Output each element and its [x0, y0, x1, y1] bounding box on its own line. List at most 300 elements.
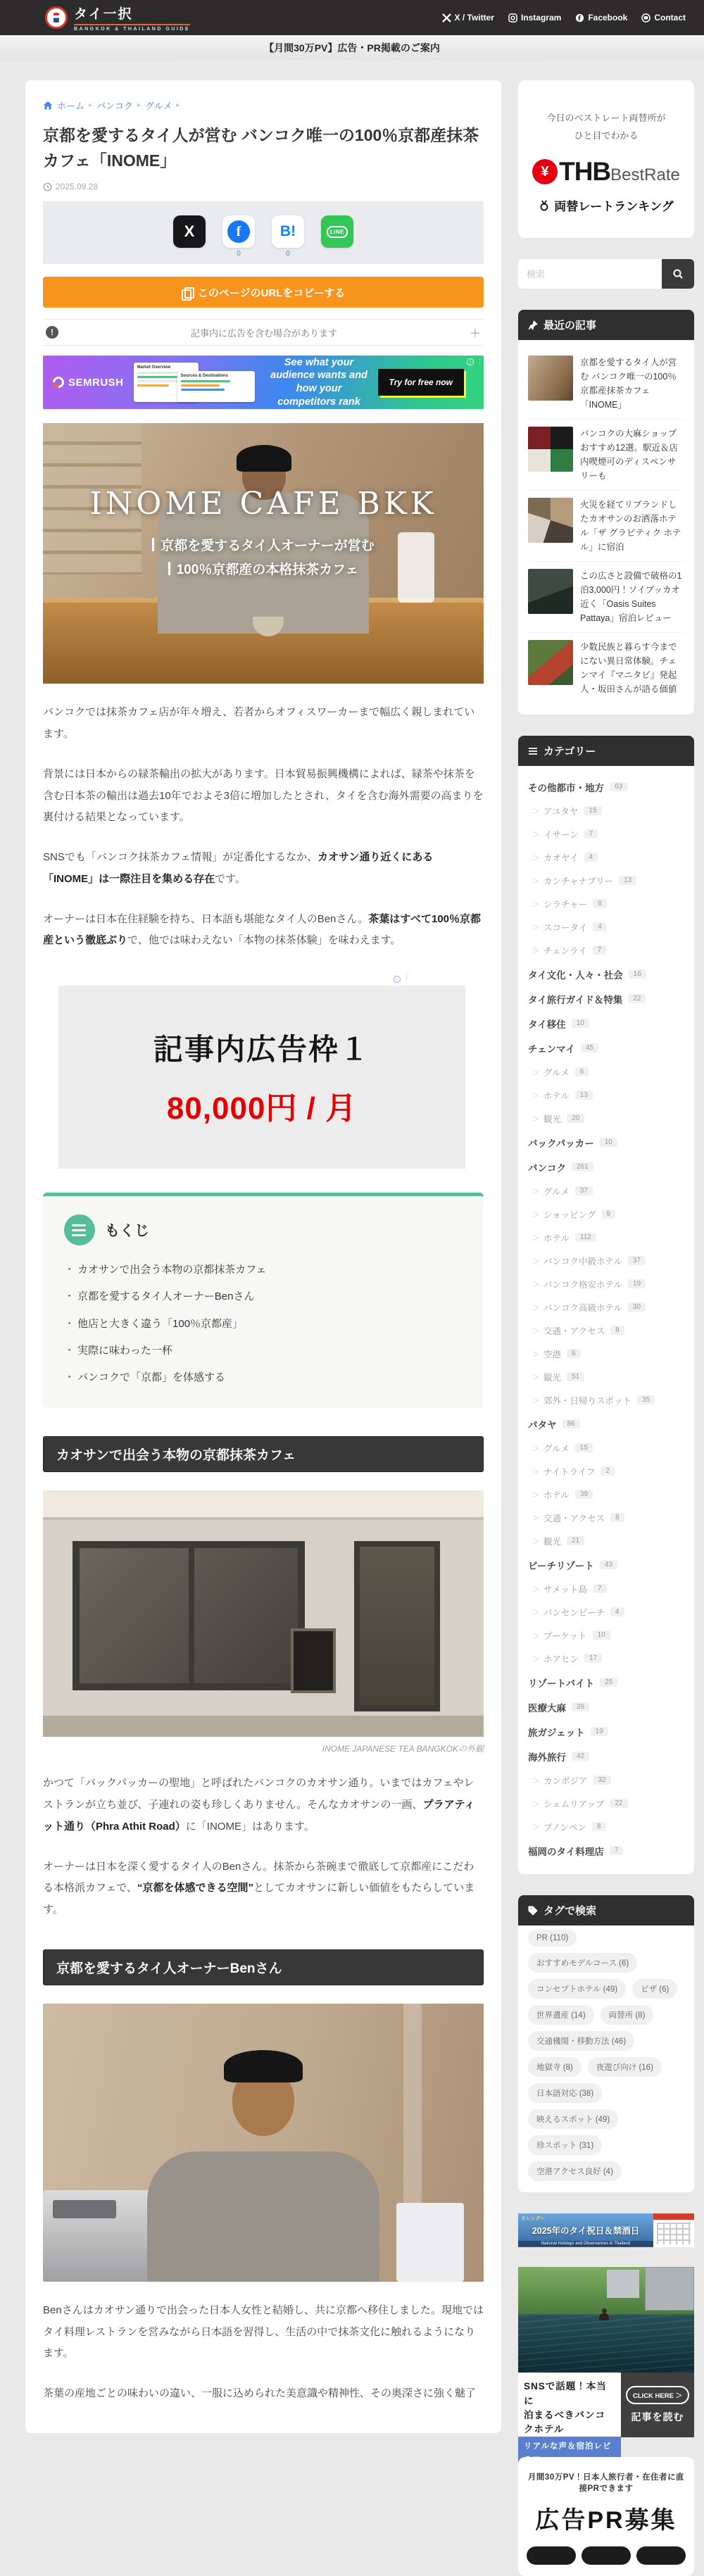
category-item[interactable]	[528, 1815, 684, 1838]
chevron-right-icon: ＞	[532, 1188, 539, 1197]
pr-recruit-widget[interactable]	[518, 2457, 694, 2576]
category-label: ホテル	[543, 1490, 570, 1500]
hotel-article-ad[interactable]	[518, 2267, 694, 2451]
tag-pill[interactable]: 地獄寺 (8)	[528, 2057, 582, 2077]
category-label: ビーチリゾート	[528, 1560, 594, 1571]
widget-title: カテゴリー	[543, 746, 596, 758]
chevron-right-icon: ＞	[532, 1212, 539, 1220]
copy-icon	[182, 287, 192, 298]
semrush-banner-ad[interactable]	[43, 356, 484, 409]
category-item[interactable]	[528, 1342, 684, 1365]
x-icon: X	[173, 215, 206, 248]
category-item[interactable]	[528, 892, 684, 915]
clock-icon	[43, 182, 52, 191]
ad-slot-title: 記事内広告枠１	[153, 1033, 370, 1067]
chevron-right-icon: ＞	[532, 1515, 539, 1523]
chevron-right-icon: ＞	[532, 1824, 539, 1833]
category-label: 観光	[543, 1536, 562, 1547]
ad-options-icon[interactable]	[477, 361, 479, 363]
category-item[interactable]	[528, 1412, 684, 1436]
category-label: バンコク格安ホテル	[543, 1279, 622, 1290]
category-label: タイ文化・人々・社会	[528, 969, 623, 981]
category-label: カンボジア	[543, 1776, 588, 1786]
pr-cta-button[interactable]	[527, 2546, 576, 2565]
category-count-badge: 37	[628, 1256, 646, 1265]
pr-cta-button[interactable]	[582, 2546, 631, 2565]
hotel-ad-bar: リアルな声＆宿泊レビ	[518, 2437, 621, 2466]
recent-post-item[interactable]	[528, 632, 684, 703]
category-item[interactable]	[528, 1600, 684, 1623]
category-item[interactable]	[528, 1226, 684, 1249]
chevron-right-icon: ＞	[532, 1116, 539, 1124]
category-item[interactable]	[528, 962, 684, 986]
category-count-badge: 21	[567, 1536, 584, 1545]
category-count-badge: 261	[572, 1162, 593, 1171]
category-label: グルメ	[543, 1067, 570, 1078]
share-line-button[interactable]	[320, 215, 354, 260]
thb-ranking-label: 両替レートランキング	[554, 200, 674, 214]
thb-lead-1: 今日のベストレート両替所が	[546, 113, 666, 123]
category-label: サメット島	[543, 1584, 588, 1595]
toc-list	[64, 1257, 463, 1391]
category-item[interactable]	[528, 1768, 684, 1792]
toc-item[interactable]: ・ バンコクで「京都」を体感する	[64, 1364, 463, 1391]
category-item[interactable]	[528, 1388, 684, 1412]
paragraph: 茶葉の産地ごとの味わいの違い、一服に込められた美意識や精神性、その奥深さに強く魅了	[43, 2387, 477, 2400]
category-item[interactable]	[528, 1179, 684, 1202]
ad-info-icon[interactable]	[467, 358, 474, 365]
pr-notice-bar[interactable]: 【月間30万PV】広告・PR掲載のご案内	[0, 35, 704, 61]
hero-title: INOME CAFE BKK	[89, 486, 437, 522]
chevron-right-icon: ＞	[532, 1538, 539, 1547]
category-item[interactable]	[528, 1011, 684, 1036]
article-card	[25, 80, 501, 2433]
chevron-right-icon: ＞	[532, 1328, 539, 1336]
tag-pill[interactable]: ビザ (6)	[632, 1979, 677, 1999]
owner-figure	[43, 2004, 484, 2282]
ad-headline: See what your audience wants and how your competitors rank	[270, 356, 367, 408]
breadcrumb-gourmet[interactable]: グルメ	[145, 101, 172, 111]
chevron-right-icon: ＞	[532, 1778, 539, 1786]
section-heading: カオサンで出会う本物の京都抹茶カフェ	[43, 1436, 484, 1472]
tag-pill[interactable]: 夜遊び向け (16)	[588, 2057, 662, 2077]
category-count-badge: 13	[619, 876, 636, 885]
chevron-right-icon: ＞	[532, 1397, 539, 1406]
category-count-badge: 10	[593, 1631, 610, 1640]
pr-title: 広告PR募集	[535, 2507, 677, 2534]
table-of-contents	[43, 1193, 484, 1408]
calendar-image	[653, 2213, 694, 2247]
category-count-badge: 4	[593, 922, 607, 931]
category-count-badge: 8	[592, 1822, 606, 1831]
hero-subtitle-2: 100％京都産の本格抹茶カフェ	[168, 558, 359, 582]
chevron-right-icon: ＞	[532, 1351, 539, 1359]
category-label: バンセンビーチ	[543, 1607, 605, 1618]
category-count-badge: 7	[593, 1584, 607, 1593]
category-count-badge: 32	[593, 1776, 611, 1785]
search-button[interactable]	[662, 259, 694, 289]
categories-widget	[518, 736, 694, 1874]
chevron-right-icon: ＞	[532, 1609, 539, 1618]
category-list	[518, 766, 694, 1874]
toc-item[interactable]: ・ カオサンで出会う本物の京都抹茶カフェ	[64, 1257, 463, 1283]
header-nav	[442, 13, 686, 23]
category-item[interactable]	[528, 1695, 684, 1719]
category-label: アユタヤ	[543, 806, 579, 817]
toc-item[interactable]: ・ 京都を愛するタイ人オーナーBenさん	[64, 1283, 463, 1310]
calendar-ad-title: 2025年のタイ祝日＆禁酒日	[532, 2226, 640, 2237]
category-count-badge: 20	[567, 1114, 584, 1123]
paragraph: Benさんはカオサン通りで出会った日本人女性と結婚し、共に京都へ移住しました。現地ではタイ料理レストランを営みながら日本語を習得し、生活の中で抹茶文化に触れるようになります。	[43, 2304, 484, 2360]
hero-subtitle-1: 京都を愛するタイ人オーナーが営む	[152, 534, 375, 558]
category-item[interactable]	[528, 1529, 684, 1552]
category-label: バンコク中級ホテル	[543, 1256, 622, 1267]
recent-posts-list	[518, 340, 694, 715]
category-item[interactable]	[528, 1083, 684, 1107]
ad-slot-price: 80,000円 / 月	[166, 1091, 358, 1126]
thb-bestrate-widget[interactable]	[518, 80, 694, 238]
category-item[interactable]	[528, 1623, 684, 1647]
nav-link-twitter[interactable]: X / Twitter	[442, 13, 494, 23]
tag-pill[interactable]: 珍スポット (31)	[528, 2135, 602, 2155]
site-logo[interactable]	[45, 4, 190, 32]
semrush-flame-icon	[51, 375, 67, 391]
category-item[interactable]	[528, 1295, 684, 1319]
ad-disclosure[interactable]: ! 記事内に広告を含む場合があります ＋	[43, 319, 484, 346]
category-label: グルメ	[543, 1186, 570, 1197]
category-label: チェンマイ	[528, 1043, 575, 1055]
paragraph: オーナーは日本在住経験を持ち、日本語も堪能なタイ人のBenさん。茶葉はすべて100％京都産という徹底ぶりで、他では味わえない「本物の抹茶体験」を味わえます。	[43, 912, 482, 947]
category-label: 空港	[543, 1349, 562, 1359]
chevron-right-icon: ＞	[532, 1801, 539, 1809]
home-icon	[43, 101, 53, 111]
post-title: 火災を経てリブランドしたカオサンのお洒落ホテル「ザ グラビティク ホテル」に宿泊	[580, 500, 681, 553]
line-icon: LINE	[321, 215, 353, 248]
category-count-badge: 9	[602, 1210, 616, 1219]
category-item[interactable]	[528, 915, 684, 938]
category-item[interactable]	[528, 1130, 684, 1155]
ad-options-icon[interactable]	[403, 976, 406, 983]
category-count-badge: 43	[600, 1560, 617, 1569]
category-label: シェムリアップ	[543, 1799, 605, 1809]
hotel-ad-cta[interactable]: CLICK HERE ＞ 記事を読む	[621, 2373, 694, 2437]
holiday-calendar-ad[interactable]	[518, 2213, 694, 2247]
copy-url-button[interactable]: このページのURLをコピーする	[43, 277, 484, 308]
chevron-right-icon: ＞	[532, 1445, 539, 1454]
facebook-icon: f	[222, 215, 255, 248]
category-count-badge: 22	[610, 1799, 627, 1808]
category-label: ホアヒン	[543, 1654, 579, 1664]
category-count-badge: 19	[628, 1279, 646, 1288]
category-label: 旅ガジェット	[528, 1727, 585, 1738]
category-item[interactable]	[528, 938, 684, 962]
category-count-badge: 17	[584, 1654, 602, 1663]
category-label: 交通・アクセス	[543, 1326, 605, 1336]
ad-cta-button[interactable]: Try for free now	[378, 369, 464, 396]
category-item[interactable]	[528, 1107, 684, 1130]
category-item[interactable]	[528, 1577, 684, 1600]
category-count-badge: 4	[584, 853, 598, 862]
chevron-right-icon: ▸	[137, 101, 142, 109]
category-count-badge: 30	[628, 1302, 646, 1312]
tag-cloud	[518, 1925, 694, 2192]
pr-cta-pills	[527, 2546, 686, 2565]
paragraph: オーナーは日本を深く愛するタイ人のBenさん。抹茶から茶碗まで徹底して京都産にこだわる本格派カフェで、“京都を体感できる空間”としてカオサンに新しい価値をもたらしています。	[43, 1860, 475, 1916]
post-thumbnail	[528, 427, 573, 472]
category-label: プノンペン	[543, 1822, 587, 1833]
chevron-right-icon: ＞	[532, 831, 539, 840]
post-thumbnail	[528, 498, 573, 543]
category-item[interactable]	[528, 1792, 684, 1815]
hero-image	[43, 423, 484, 684]
site-logo-icon	[45, 6, 68, 29]
tag-pill[interactable]: コンセプトホテル (49)	[528, 1979, 626, 1999]
category-label: 観光	[543, 1114, 562, 1124]
chevron-right-icon: ＞	[532, 1305, 539, 1313]
category-label: バンコク	[528, 1162, 566, 1174]
storefront-figure	[43, 1490, 484, 1754]
category-label: 福岡のタイ料理店	[528, 1846, 604, 1857]
category-count-badge: 10	[572, 1019, 589, 1028]
category-count-badge: 6	[575, 1067, 589, 1076]
chevron-right-icon: ＞	[532, 1258, 539, 1267]
category-item[interactable]	[528, 1249, 684, 1272]
category-item[interactable]	[528, 799, 684, 822]
chevron-right-icon: ＞	[532, 1093, 539, 1101]
pr-cta-button[interactable]	[636, 2546, 686, 2565]
category-label: シラチャー	[543, 899, 588, 910]
exclamation-icon	[46, 326, 58, 339]
category-item[interactable]	[528, 1436, 684, 1459]
semrush-logo: SEMRUSH	[43, 377, 134, 389]
category-item[interactable]	[528, 1060, 684, 1083]
tag-pill[interactable]: PR (110)	[528, 1930, 577, 1947]
category-label: 海外旅行	[528, 1752, 566, 1763]
thb-lead-2: ひと目でわかる	[574, 130, 639, 141]
recent-post-item[interactable]	[528, 348, 684, 419]
chevron-right-icon: ＞	[532, 1492, 539, 1500]
category-label: その他都市・地方	[528, 782, 604, 793]
category-label: 観光	[543, 1372, 562, 1383]
category-item[interactable]	[528, 1155, 684, 1179]
chevron-right-icon: ＞	[532, 1235, 539, 1243]
category-label: ホテル	[543, 1233, 570, 1243]
category-label: プーケット	[543, 1631, 587, 1641]
site-tagline: BANGKOK & THAILAND GUIDE	[74, 27, 190, 32]
category-count-badge: 7	[593, 945, 607, 955]
category-item[interactable]	[528, 1552, 684, 1577]
category-count-badge: 63	[610, 782, 627, 791]
category-item[interactable]	[528, 1719, 684, 1744]
category-item[interactable]	[528, 1365, 684, 1388]
category-label: グルメ	[543, 1443, 570, 1454]
category-item[interactable]	[528, 846, 684, 869]
category-item[interactable]	[528, 869, 684, 892]
category-label: バンコク高級ホテル	[543, 1302, 622, 1313]
category-item[interactable]	[528, 1506, 684, 1529]
search-input[interactable]	[518, 259, 662, 289]
tag-pill[interactable]: 空港アクセス良好 (4)	[528, 2161, 622, 2181]
owner-portrait-image	[43, 2004, 484, 2282]
category-count-badge: 13	[575, 1091, 593, 1100]
paragraph: 背景には日本からの緑茶輸出の拡大があります。日本貿易振興機構によれば、緑茶や抹茶を含む日本茶の輸出は過去10年でおよそ3倍に増加したとされ、タイを含む海外需要の高まりを裏付ける結果となっています。	[43, 767, 484, 824]
category-count-badge: 86	[562, 1419, 580, 1428]
category-label: カオヤイ	[543, 853, 579, 863]
widget-title: タグで検索	[543, 1905, 597, 1918]
in-article-ad	[43, 976, 484, 1169]
recent-post-item[interactable]	[528, 419, 684, 490]
category-item[interactable]	[528, 1272, 684, 1295]
post-title: この広さと設備で破格の1泊3,000円！ソイブッカオ近く「Oasis Suites Pattaya」宿泊レビュー	[580, 571, 682, 624]
tags-widget	[518, 1895, 694, 2192]
category-item[interactable]	[528, 1036, 684, 1060]
category-list-icon	[528, 746, 538, 756]
search-icon	[672, 268, 684, 279]
category-item[interactable]	[528, 986, 684, 1011]
breadcrumb-bangkok[interactable]: バンコク	[96, 101, 134, 111]
category-item[interactable]	[528, 1319, 684, 1342]
contact-icon	[641, 13, 650, 23]
category-label: カンチャナブリー	[543, 876, 614, 886]
category-count-badge: 35	[637, 1395, 655, 1405]
category-count-badge: 8	[593, 899, 607, 908]
facebook-icon	[575, 13, 584, 23]
category-item[interactable]	[528, 1202, 684, 1226]
tag-pill[interactable]: 日本語対応 (38)	[528, 2083, 602, 2103]
category-item[interactable]	[528, 1670, 684, 1695]
category-label: 医療大麻	[528, 1702, 566, 1714]
category-count-badge: 22	[628, 994, 646, 1003]
post-title: 少数民族と暮らす今までにない異日常体験。チェンマイ『マニタビ』発起人・坂田さんが語る価値	[580, 642, 677, 695]
paragraph: バンコクでは抹茶カフェ店が年々増え、若者からオフィスワーカーまで幅広く親しまれています。	[43, 706, 475, 741]
chevron-right-icon: ＞	[532, 948, 539, 956]
image-caption: INOME JAPANESE TEA BANGKOKの外観	[322, 1744, 484, 1754]
search-bar	[518, 259, 694, 289]
ad-slot-placeholder[interactable]	[58, 986, 465, 1169]
thb-logo: ¥ THB BestRate	[529, 157, 683, 187]
chevron-right-icon: ＞	[532, 1374, 539, 1383]
category-count-badge: 26	[572, 1702, 589, 1711]
category-label: タイ旅行ガイド＆特集	[528, 994, 623, 1005]
site-name: タイ一択	[74, 4, 190, 25]
tag-pill[interactable]: 両替所 (8)	[601, 2005, 654, 2025]
category-count-badge: 45	[581, 1043, 598, 1053]
category-count-badge: 8	[610, 1326, 624, 1335]
nav-link-contact[interactable]: Contact	[641, 13, 686, 23]
x-twitter-icon	[442, 13, 451, 23]
category-item[interactable]	[528, 1483, 684, 1506]
nav-link-instagram[interactable]: Instagram	[508, 13, 561, 23]
tag-pill[interactable]: おすすめモデルコース (6)	[528, 1953, 637, 1973]
widget-title: 最近の記事	[543, 320, 597, 332]
chevron-right-icon: ＞	[532, 1586, 539, 1595]
share-hatena-count: 0	[286, 250, 290, 258]
tag-pill[interactable]: 交通機関・移動方法 (46)	[528, 2031, 634, 2051]
calendar-badge: カレンダー	[521, 2216, 546, 2222]
hero-overlay	[43, 423, 484, 684]
category-item[interactable]	[528, 774, 684, 799]
chevron-right-icon: ＞	[532, 901, 539, 910]
click-here-button[interactable]: CLICK HERE ＞	[626, 2386, 689, 2404]
category-count-badge: 25	[600, 1678, 617, 1687]
share-facebook-button[interactable]	[222, 215, 256, 260]
chevron-right-icon: ＞	[532, 855, 539, 863]
category-label: ナイトライフ	[543, 1466, 596, 1477]
chevron-right-icon: ▸	[176, 101, 180, 109]
toc-item[interactable]: ・ 他店と大きく違う「100％京都産」	[64, 1311, 463, 1338]
category-label: スコータイ	[543, 922, 588, 933]
recent-post-item[interactable]	[528, 561, 684, 632]
category-label: 交通・アクセス	[543, 1513, 605, 1523]
chevron-right-icon: ＞	[532, 1069, 539, 1078]
pool-image	[518, 2267, 694, 2373]
toc-item[interactable]: ・ 実際に味わった一杯	[64, 1338, 463, 1364]
category-item[interactable]	[528, 1838, 684, 1863]
share-hatena-button[interactable]	[271, 215, 305, 260]
category-count-badge: 51	[567, 1372, 584, 1381]
tag-pill[interactable]: 世界遺産 (14)	[528, 2005, 594, 2025]
storefront-image	[43, 1490, 484, 1737]
category-label: ショッピング	[543, 1210, 596, 1220]
site-header	[0, 0, 704, 35]
medal-icon	[539, 200, 550, 211]
category-count-badge: 39	[575, 1490, 593, 1499]
category-item[interactable]	[528, 1647, 684, 1670]
expand-icon[interactable]	[470, 325, 481, 341]
category-item[interactable]	[528, 1744, 684, 1768]
yen-icon: ¥	[532, 159, 558, 184]
chevron-right-icon: ＞	[532, 878, 539, 886]
category-item[interactable]	[528, 1459, 684, 1483]
category-count-badge: 42	[572, 1752, 589, 1761]
category-label: パタヤ	[528, 1419, 557, 1431]
chevron-right-icon: ▸	[89, 101, 93, 109]
category-label: バックパッカー	[528, 1138, 594, 1149]
chevron-right-icon: ＞	[532, 1633, 539, 1641]
chevron-right-icon: ＞	[532, 1281, 539, 1290]
category-count-badge: 10	[600, 1138, 617, 1147]
category-label: ホテル	[543, 1091, 570, 1101]
category-count-badge: 112	[575, 1233, 596, 1242]
category-label: 郊外・日帰りスポット	[543, 1395, 632, 1406]
paragraph: かつて「バックパッカーの聖地」と呼ばれたバンコクのカオサン通り。いまではカフェやレストランが立ち並び、子連れの姿も珍しくありません。そんなカオサンの一画、プラアティット通り（Phra Athit Road）に「INOME」はあります。	[43, 1777, 475, 1833]
category-count-badge: 2	[601, 1466, 615, 1476]
category-count-badge: 4	[610, 1607, 624, 1616]
post-thumbnail	[528, 569, 573, 614]
category-count-badge: 6	[567, 1349, 581, 1358]
nav-link-facebook[interactable]: Facebook	[575, 13, 627, 23]
sidebar	[518, 80, 694, 2576]
instagram-icon	[508, 13, 517, 23]
breadcrumb-home[interactable]: ホーム	[57, 101, 85, 111]
category-item[interactable]	[528, 822, 684, 846]
toc-title: もくじ	[105, 1223, 149, 1240]
category-count-badge: 19	[591, 1727, 608, 1736]
hotel-ad-line-1: SNSで話題！本当に	[524, 2381, 607, 2406]
post-title: バンコクの大麻ショップおすすめ12選。駅近＆店内喫煙可のディスペンサリーも	[580, 429, 679, 482]
recent-post-item[interactable]	[528, 490, 684, 561]
category-count-badge: 15	[575, 1443, 593, 1452]
section-heading: 京都を愛するタイ人オーナーBenさん	[43, 1949, 484, 1985]
tag-pill[interactable]: 映えるスポット (49)	[528, 2109, 618, 2129]
share-x-button[interactable]	[172, 215, 206, 260]
ad-info-icon[interactable]	[394, 976, 401, 983]
chevron-right-icon: ＞	[532, 1656, 539, 1664]
category-label: リゾートバイト	[528, 1678, 595, 1689]
list-icon	[64, 1214, 95, 1245]
article-date: 2025.09.28	[43, 182, 484, 191]
hatena-icon: B!	[272, 215, 304, 248]
